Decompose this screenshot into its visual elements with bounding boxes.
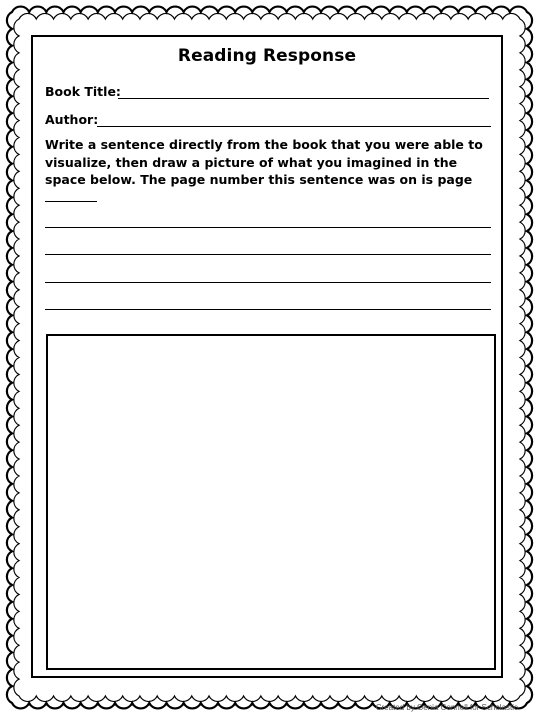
writing-line-1[interactable] xyxy=(45,227,491,228)
instructions-body: Write a sentence directly from the book that you were able to visualize, then draw a picture of what you imagined in the space below. The page number this sentence was on is page xyxy=(45,137,483,187)
page-number-blank[interactable] xyxy=(45,191,97,202)
author-label: Author: xyxy=(45,112,99,127)
writing-line-3[interactable] xyxy=(45,282,491,283)
drawing-box[interactable] xyxy=(46,334,496,670)
writing-line-4[interactable] xyxy=(45,309,491,310)
writing-line-2[interactable] xyxy=(45,254,491,255)
page-title: Reading Response xyxy=(177,46,357,66)
book-title-line[interactable] xyxy=(118,98,489,99)
author-line[interactable] xyxy=(97,126,491,127)
book-title-label: Book Title: xyxy=(45,84,121,99)
instructions-text xyxy=(45,136,485,206)
credit-text: Created by Genia Connell for Scholastic xyxy=(375,703,518,712)
